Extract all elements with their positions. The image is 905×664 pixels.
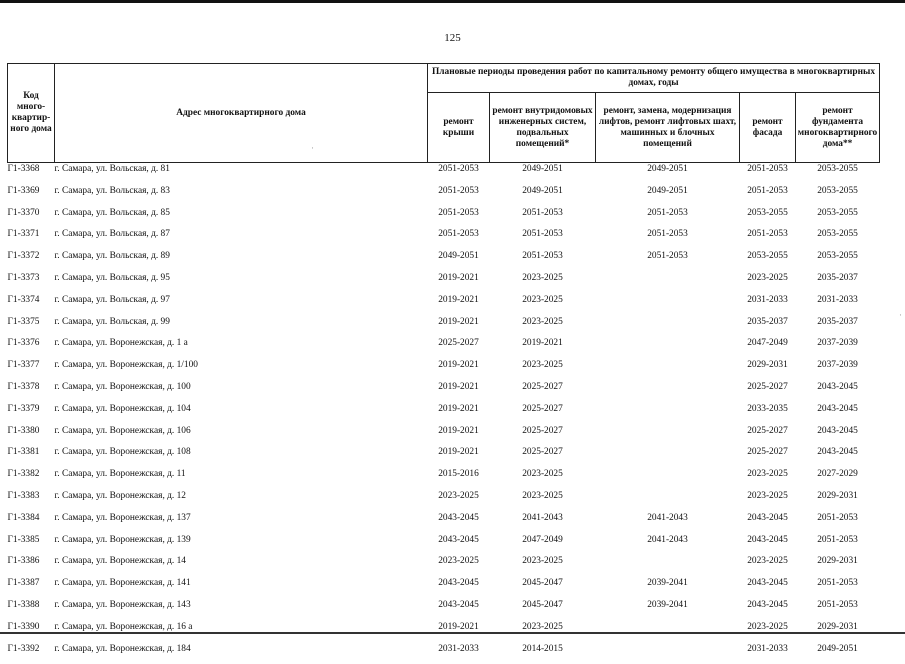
- cell-lifts: 2049-2051: [596, 185, 740, 207]
- cell-facade: 2043-2045: [740, 534, 796, 556]
- table-row: [8, 534, 880, 556]
- cell-address: г. Самара, ул. Воронежская, д. 16 а: [55, 621, 428, 643]
- cell-address: г. Самара, ул. Воронежская, д. 104: [55, 403, 428, 425]
- cell-code: Г1-3380: [8, 425, 55, 447]
- cell-address: г. Самара, ул. Вольская, д. 95: [55, 272, 428, 294]
- cell-systems: 2025-2027: [490, 381, 596, 403]
- header-facade-repair: ремонт фасада: [740, 93, 796, 163]
- cell-code: Г1-3370: [8, 207, 55, 229]
- cell-systems: 2023-2025: [490, 621, 596, 643]
- cell-foundation: 2027-2029: [796, 468, 880, 490]
- cell-foundation: 2029-2031: [796, 555, 880, 577]
- cell-foundation: 2043-2045: [796, 381, 880, 403]
- cell-systems: 2051-2053: [490, 228, 596, 250]
- cell-code: Г1-3371: [8, 228, 55, 250]
- cell-facade: 2031-2033: [740, 294, 796, 316]
- table-row: [8, 316, 880, 338]
- cell-facade: 2031-2033: [740, 643, 796, 664]
- cell-foundation: 2037-2039: [796, 337, 880, 359]
- cell-systems: 2023-2025: [490, 555, 596, 577]
- cell-lifts: 2041-2043: [596, 512, 740, 534]
- table-row: [8, 403, 880, 425]
- bottom-border-line: [0, 632, 905, 634]
- cell-foundation: 2043-2045: [796, 446, 880, 468]
- cell-facade: 2053-2055: [740, 207, 796, 229]
- cell-lifts: 2051-2053: [596, 207, 740, 229]
- cell-roof: 2051-2053: [428, 207, 490, 229]
- cell-systems: 2023-2025: [490, 316, 596, 338]
- cell-code: Г1-3369: [8, 185, 55, 207]
- cell-foundation: 2051-2053: [796, 534, 880, 556]
- cell-code: Г1-3377: [8, 359, 55, 381]
- table-row: [8, 425, 880, 447]
- header-roof-repair: ремонт крыши: [428, 93, 490, 163]
- top-border-line: [0, 0, 905, 3]
- cell-systems: 2051-2053: [490, 207, 596, 229]
- cell-roof: 2031-2033: [428, 643, 490, 664]
- cell-lifts: [596, 468, 740, 490]
- cell-lifts: [596, 359, 740, 381]
- cell-foundation: 2051-2053: [796, 577, 880, 599]
- table-row: [8, 337, 880, 359]
- table-row: [8, 577, 880, 599]
- cell-facade: 2029-2031: [740, 359, 796, 381]
- cell-facade: 2033-2035: [740, 403, 796, 425]
- scan-artifact-mark: ·: [899, 310, 902, 320]
- cell-lifts: [596, 272, 740, 294]
- cell-address: г. Самара, ул. Воронежская, д. 14: [55, 555, 428, 577]
- cell-systems: 2045-2047: [490, 599, 596, 621]
- capital-repair-schedule-table: [7, 63, 880, 664]
- table-row: [8, 643, 880, 664]
- cell-code: Г1-3381: [8, 446, 55, 468]
- cell-code: Г1-3372: [8, 250, 55, 272]
- cell-lifts: [596, 490, 740, 512]
- cell-roof: 2019-2021: [428, 316, 490, 338]
- cell-address: г. Самара, ул. Вольская, д. 89: [55, 250, 428, 272]
- cell-code: Г1-3387: [8, 577, 55, 599]
- cell-systems: 2023-2025: [490, 294, 596, 316]
- cell-foundation: 2029-2031: [796, 490, 880, 512]
- cell-lifts: [596, 337, 740, 359]
- cell-systems: 2045-2047: [490, 577, 596, 599]
- cell-lifts: [596, 403, 740, 425]
- cell-roof: 2023-2025: [428, 490, 490, 512]
- header-engineering-systems-repair: ремонт внутридомовых инженерных систем, подвальных помещений*: [490, 93, 596, 163]
- cell-lifts: 2051-2053: [596, 228, 740, 250]
- cell-code: Г1-3374: [8, 294, 55, 316]
- cell-foundation: 2037-2039: [796, 359, 880, 381]
- header-code: Код много-квартир-ного дома: [8, 64, 55, 163]
- cell-roof: 2043-2045: [428, 534, 490, 556]
- table-row: [8, 294, 880, 316]
- cell-roof: 2019-2021: [428, 294, 490, 316]
- cell-foundation: 2043-2045: [796, 403, 880, 425]
- table-row: [8, 599, 880, 621]
- cell-facade: 2051-2053: [740, 185, 796, 207]
- header-lifts-repair: ремонт, замена, модернизация лифтов, ремонт лифтовых шахт, машинных и блочных помещений: [596, 93, 740, 163]
- cell-systems: 2025-2027: [490, 446, 596, 468]
- cell-address: г. Самара, ул. Воронежская, д. 106: [55, 425, 428, 447]
- cell-address: г. Самара, ул. Воронежская, д. 11: [55, 468, 428, 490]
- cell-address: г. Самара, ул. Вольская, д. 81: [55, 163, 428, 185]
- cell-lifts: 2039-2041: [596, 577, 740, 599]
- cell-lifts: 2039-2041: [596, 599, 740, 621]
- cell-code: Г1-3382: [8, 468, 55, 490]
- cell-facade: 2051-2053: [740, 228, 796, 250]
- cell-code: Г1-3376: [8, 337, 55, 359]
- cell-roof: 2051-2053: [428, 163, 490, 185]
- cell-systems: 2023-2025: [490, 359, 596, 381]
- cell-systems: 2025-2027: [490, 403, 596, 425]
- cell-address: г. Самара, ул. Воронежская, д. 1/100: [55, 359, 428, 381]
- cell-address: г. Самара, ул. Вольская, д. 87: [55, 228, 428, 250]
- table-row: [8, 250, 880, 272]
- cell-lifts: [596, 381, 740, 403]
- cell-address: г. Самара, ул. Воронежская, д. 139: [55, 534, 428, 556]
- cell-roof: 2019-2021: [428, 446, 490, 468]
- cell-systems: 2041-2043: [490, 512, 596, 534]
- cell-systems: 2019-2021: [490, 337, 596, 359]
- cell-foundation: 2051-2053: [796, 599, 880, 621]
- cell-lifts: [596, 446, 740, 468]
- cell-code: Г1-3388: [8, 599, 55, 621]
- cell-systems: 2014-2015: [490, 643, 596, 664]
- cell-foundation: 2053-2055: [796, 163, 880, 185]
- cell-address: г. Самара, ул. Воронежская, д. 141: [55, 577, 428, 599]
- table-row: [8, 359, 880, 381]
- table-row: [8, 512, 880, 534]
- cell-code: Г1-3392: [8, 643, 55, 664]
- cell-foundation: 2035-2037: [796, 272, 880, 294]
- cell-roof: 2019-2021: [428, 621, 490, 643]
- table-row: [8, 228, 880, 250]
- page-number: 125: [0, 32, 905, 44]
- cell-code: Г1-3368: [8, 163, 55, 185]
- scan-artifact-mark: ·: [311, 143, 314, 153]
- cell-address: г. Самара, ул. Воронежская, д. 12: [55, 490, 428, 512]
- cell-facade: 2023-2025: [740, 468, 796, 490]
- cell-facade: 2023-2025: [740, 490, 796, 512]
- cell-address: г. Самара, ул. Воронежская, д. 137: [55, 512, 428, 534]
- cell-roof: 2049-2051: [428, 250, 490, 272]
- table-row: [8, 207, 880, 229]
- cell-code: Г1-3386: [8, 555, 55, 577]
- cell-code: Г1-3379: [8, 403, 55, 425]
- cell-roof: 2015-2016: [428, 468, 490, 490]
- cell-lifts: 2041-2043: [596, 534, 740, 556]
- cell-facade: 2023-2025: [740, 621, 796, 643]
- cell-code: Г1-3373: [8, 272, 55, 294]
- cell-facade: 2025-2027: [740, 381, 796, 403]
- cell-facade: 2023-2025: [740, 272, 796, 294]
- cell-roof: 2043-2045: [428, 599, 490, 621]
- cell-foundation: 2053-2055: [796, 250, 880, 272]
- cell-lifts: [596, 425, 740, 447]
- cell-facade: 2053-2055: [740, 250, 796, 272]
- cell-lifts: 2051-2053: [596, 250, 740, 272]
- cell-systems: 2023-2025: [490, 490, 596, 512]
- cell-foundation: 2051-2053: [796, 512, 880, 534]
- cell-lifts: 2049-2051: [596, 163, 740, 185]
- cell-systems: 2023-2025: [490, 272, 596, 294]
- cell-code: Г1-3384: [8, 512, 55, 534]
- cell-address: г. Самара, ул. Воронежская, д. 184: [55, 643, 428, 664]
- cell-foundation: 2043-2045: [796, 425, 880, 447]
- table-row: [8, 381, 880, 403]
- cell-systems: 2049-2051: [490, 163, 596, 185]
- cell-foundation: 2031-2033: [796, 294, 880, 316]
- header-planned-periods: Плановые периоды проведения работ по капитальному ремонту общего имущества в многоквартирных домах, годы: [428, 64, 880, 93]
- cell-facade: 2043-2045: [740, 577, 796, 599]
- cell-address: г. Самара, ул. Вольская, д. 83: [55, 185, 428, 207]
- table-row: [8, 490, 880, 512]
- cell-roof: 2043-2045: [428, 577, 490, 599]
- cell-roof: 2019-2021: [428, 425, 490, 447]
- cell-code: Г1-3390: [8, 621, 55, 643]
- cell-systems: 2023-2025: [490, 468, 596, 490]
- cell-facade: 2035-2037: [740, 316, 796, 338]
- table-row: [8, 468, 880, 490]
- cell-foundation: 2053-2055: [796, 228, 880, 250]
- cell-systems: 2047-2049: [490, 534, 596, 556]
- table-row: [8, 555, 880, 577]
- cell-roof: 2023-2025: [428, 555, 490, 577]
- cell-facade: 2043-2045: [740, 512, 796, 534]
- cell-roof: 2051-2053: [428, 228, 490, 250]
- cell-roof: 2025-2027: [428, 337, 490, 359]
- header-foundation-repair: ремонт фундамента многоквартирного дома**: [796, 93, 880, 163]
- cell-facade: 2043-2045: [740, 599, 796, 621]
- cell-facade: 2025-2027: [740, 425, 796, 447]
- cell-address: г. Самара, ул. Вольская, д. 85: [55, 207, 428, 229]
- cell-lifts: [596, 643, 740, 664]
- table-body: [8, 163, 880, 664]
- cell-code: Г1-3383: [8, 490, 55, 512]
- cell-foundation: 2029-2031: [796, 621, 880, 643]
- cell-address: г. Самара, ул. Вольская, д. 97: [55, 294, 428, 316]
- table-row: [8, 163, 880, 185]
- table-row: [8, 185, 880, 207]
- cell-systems: 2049-2051: [490, 185, 596, 207]
- cell-roof: 2019-2021: [428, 359, 490, 381]
- cell-facade: 2051-2053: [740, 163, 796, 185]
- cell-lifts: [596, 555, 740, 577]
- cell-address: г. Самара, ул. Воронежская, д. 1 а: [55, 337, 428, 359]
- cell-lifts: [596, 294, 740, 316]
- cell-facade: 2047-2049: [740, 337, 796, 359]
- cell-foundation: 2053-2055: [796, 207, 880, 229]
- cell-address: г. Самара, ул. Воронежская, д. 143: [55, 599, 428, 621]
- header-address: Адрес многоквартирного дома: [55, 64, 428, 163]
- cell-facade: 2023-2025: [740, 555, 796, 577]
- cell-systems: 2051-2053: [490, 250, 596, 272]
- cell-foundation: 2035-2037: [796, 316, 880, 338]
- cell-lifts: [596, 316, 740, 338]
- cell-roof: 2019-2021: [428, 403, 490, 425]
- cell-code: Г1-3385: [8, 534, 55, 556]
- cell-code: Г1-3375: [8, 316, 55, 338]
- cell-code: Г1-3378: [8, 381, 55, 403]
- cell-facade: 2025-2027: [740, 446, 796, 468]
- cell-roof: 2043-2045: [428, 512, 490, 534]
- cell-address: г. Самара, ул. Воронежская, д. 100: [55, 381, 428, 403]
- cell-roof: 2051-2053: [428, 185, 490, 207]
- cell-address: г. Самара, ул. Вольская, д. 99: [55, 316, 428, 338]
- table-row: [8, 272, 880, 294]
- cell-systems: 2025-2027: [490, 425, 596, 447]
- cell-foundation: 2053-2055: [796, 185, 880, 207]
- cell-roof: 2019-2021: [428, 381, 490, 403]
- table-row: [8, 446, 880, 468]
- cell-foundation: 2049-2051: [796, 643, 880, 664]
- cell-roof: 2019-2021: [428, 272, 490, 294]
- cell-address: г. Самара, ул. Воронежская, д. 108: [55, 446, 428, 468]
